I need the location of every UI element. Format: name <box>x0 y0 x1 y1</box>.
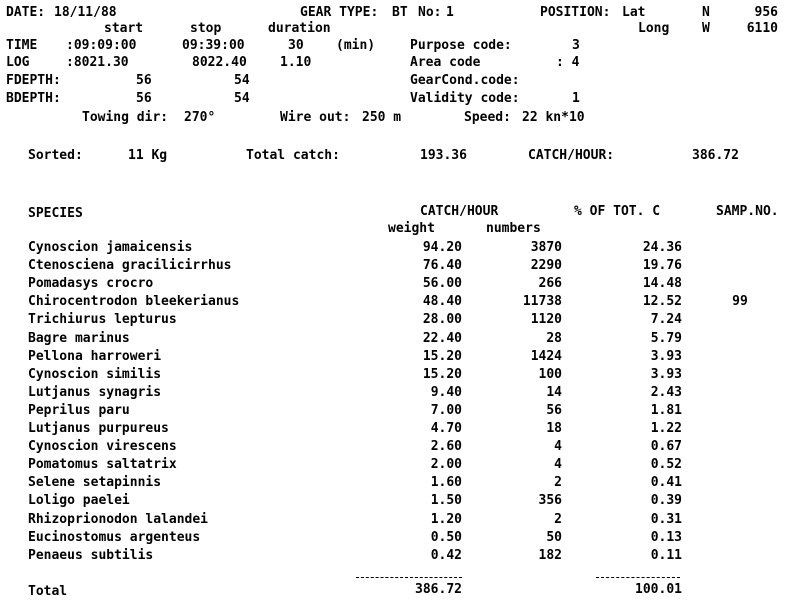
purpose-code-label: Purpose code: <box>410 38 512 53</box>
validity-code-value: 1 <box>572 91 580 106</box>
duration-value: 30 <box>288 38 304 53</box>
fdepth-label: FDEPTH: <box>6 73 61 88</box>
percent-of-total: 0.67 <box>650 439 682 454</box>
sorted-value: 11 Kg <box>128 148 168 163</box>
catch-weight: 0.50 <box>430 530 462 545</box>
species-name: Lutjanus synagris <box>28 385 162 400</box>
catch-numbers: 56 <box>546 403 562 418</box>
gear-type-value: BT <box>392 5 408 20</box>
weight-total-rule <box>356 577 462 578</box>
catch-weight: 4.70 <box>430 421 462 436</box>
duration-unit: (min) <box>336 38 376 53</box>
fdepth-stop: 54 <box>234 73 250 88</box>
percent-of-total: 2.43 <box>650 385 682 400</box>
time-stop: 09:39:00 <box>182 38 245 53</box>
fdepth-start: 56 <box>136 73 152 88</box>
sorted-label: Sorted: <box>28 148 83 163</box>
percent-of-total: 24.36 <box>642 240 682 255</box>
bdepth-stop: 54 <box>234 91 250 106</box>
percent-total-rule <box>596 577 680 578</box>
catch-weight: 1.60 <box>430 475 462 490</box>
species-name: Bagre marinus <box>28 331 130 346</box>
catch-weight: 9.40 <box>430 385 462 400</box>
haul-number-label: No: <box>418 5 442 20</box>
percent-of-total: 0.41 <box>650 475 682 490</box>
wire-out-label: Wire out: <box>280 110 351 125</box>
weight-column-header: weight <box>388 221 435 236</box>
latitude-label: Lat <box>622 5 646 20</box>
percent-of-total: 0.13 <box>650 530 682 545</box>
species-name: Cynoscion virescens <box>28 439 177 454</box>
sample-number-column-header: SAMP.NO. <box>716 204 779 219</box>
percent-of-total: 1.22 <box>650 421 682 436</box>
species-name: Selene setapinnis <box>28 475 162 490</box>
species-column-header: SPECIES <box>28 206 83 221</box>
log-stop: 8022.40 <box>192 55 247 70</box>
catch-weight: 15.20 <box>422 349 462 364</box>
catch-numbers: 2 <box>554 512 562 527</box>
longitude-hemisphere: W <box>702 21 710 36</box>
percent-of-total: 0.52 <box>650 457 682 472</box>
catch-weight: 56.00 <box>422 276 462 291</box>
catch-weight: 94.20 <box>422 240 462 255</box>
species-name: Penaeus subtilis <box>28 548 154 563</box>
species-name: Eucinostomus argenteus <box>28 530 201 545</box>
total-label: Total <box>28 584 68 599</box>
catch-weight: 0.42 <box>430 548 462 563</box>
towing-direction-label: Towing dir: <box>82 110 169 125</box>
catch-numbers: 356 <box>538 493 562 508</box>
catch-numbers: 266 <box>538 276 562 291</box>
gear-condition-label: GearCond.code: <box>410 73 520 88</box>
percent-of-total: 3.93 <box>650 367 682 382</box>
catch-numbers: 4 <box>554 457 562 472</box>
catch-per-hour-value: 386.72 <box>692 148 739 163</box>
species-name: Lutjanus purpureus <box>28 421 169 436</box>
species-name: Ctenosciena gracilicirrhus <box>28 258 232 273</box>
catch-weight: 22.40 <box>422 331 462 346</box>
catch-weight: 28.00 <box>422 312 462 327</box>
time-start: :09:09:00 <box>66 38 137 53</box>
percent-of-total: 0.11 <box>650 548 682 563</box>
total-percent: 100.01 <box>635 582 682 597</box>
wire-out-value: 250 m <box>362 110 402 125</box>
area-code-label: Area code <box>410 55 481 70</box>
catch-numbers: 2 <box>554 475 562 490</box>
species-name: Pomadasys crocro <box>28 276 154 291</box>
column-start-label: start <box>104 21 144 36</box>
catch-weight: 2.00 <box>430 457 462 472</box>
catch-numbers: 1120 <box>530 312 562 327</box>
species-name: Cynoscion similis <box>28 367 162 382</box>
percent-of-total: 3.93 <box>650 349 682 364</box>
catch-numbers: 14 <box>546 385 562 400</box>
purpose-code-value: 3 <box>572 38 580 53</box>
species-name: Pomatomus saltatrix <box>28 457 177 472</box>
validity-code-label: Validity code: <box>410 91 520 106</box>
towing-direction-value: 270° <box>184 110 216 125</box>
speed-label: Speed: <box>464 110 511 125</box>
area-code-value: : 4 <box>556 55 580 70</box>
percent-of-total: 12.52 <box>642 294 682 309</box>
catch-weight: 1.20 <box>430 512 462 527</box>
catch-weight: 15.20 <box>422 367 462 382</box>
catch-numbers: 50 <box>546 530 562 545</box>
percent-of-total: 5.79 <box>650 331 682 346</box>
catch-weight: 76.40 <box>422 258 462 273</box>
date-label: DATE: <box>6 5 46 20</box>
time-label: TIME <box>6 38 38 53</box>
catch-numbers: 11738 <box>522 294 562 309</box>
catch-numbers: 18 <box>546 421 562 436</box>
gear-type-label: GEAR TYPE: <box>300 5 379 20</box>
total-catch-label: Total catch: <box>246 148 340 163</box>
species-name: Peprilus paru <box>28 403 130 418</box>
speed-value: 22 kn*10 <box>522 110 585 125</box>
latitude-hemisphere: N <box>702 5 710 20</box>
catch-weight: 7.00 <box>430 403 462 418</box>
sample-number: 99 <box>732 294 748 309</box>
percent-of-total: 14.48 <box>642 276 682 291</box>
catch-numbers: 28 <box>546 331 562 346</box>
catch-per-hour-column-header: CATCH/HOUR <box>420 204 499 219</box>
percent-total-column-header: % OF TOT. C <box>574 204 661 219</box>
catch-numbers: 2290 <box>530 258 562 273</box>
percent-of-total: 19.76 <box>642 258 682 273</box>
date-value: 18/11/88 <box>54 5 117 20</box>
percent-of-total: 1.81 <box>650 403 682 418</box>
species-name: Rhizoprionodon lalandei <box>28 512 209 527</box>
log-label: LOG <box>6 55 30 70</box>
species-name: Trichiurus lepturus <box>28 312 177 327</box>
catch-numbers: 182 <box>538 548 562 563</box>
total-catch-value: 193.36 <box>420 148 467 163</box>
species-name: Cynoscion jamaicensis <box>28 240 193 255</box>
haul-number-value: 1 <box>446 5 454 20</box>
species-name: Chirocentrodon bleekerianus <box>28 294 240 309</box>
column-stop-label: stop <box>190 21 222 36</box>
longitude-value: 6110 <box>746 21 778 36</box>
catch-numbers: 4 <box>554 439 562 454</box>
position-label: POSITION: <box>540 5 611 20</box>
longitude-label: Long <box>638 21 670 36</box>
total-weight: 386.72 <box>415 582 462 597</box>
percent-of-total: 7.24 <box>650 312 682 327</box>
catch-weight: 48.40 <box>422 294 462 309</box>
latitude-value: 956 <box>754 5 778 20</box>
numbers-column-header: numbers <box>486 221 541 236</box>
column-duration-label: duration <box>268 21 331 36</box>
species-name: Pellona harroweri <box>28 349 162 364</box>
catch-numbers: 3870 <box>530 240 562 255</box>
catch-numbers: 1424 <box>530 349 562 364</box>
percent-of-total: 0.31 <box>650 512 682 527</box>
catch-weight: 1.50 <box>430 493 462 508</box>
percent-of-total: 0.39 <box>650 493 682 508</box>
log-start: :8021.30 <box>66 55 129 70</box>
log-distance: 1.10 <box>280 55 312 70</box>
bdepth-label: BDEPTH: <box>6 91 61 106</box>
species-name: Loligo paelei <box>28 493 130 508</box>
catch-per-hour-label: CATCH/HOUR: <box>528 148 615 163</box>
bdepth-start: 56 <box>136 91 152 106</box>
catch-numbers: 100 <box>538 367 562 382</box>
catch-weight: 2.60 <box>430 439 462 454</box>
